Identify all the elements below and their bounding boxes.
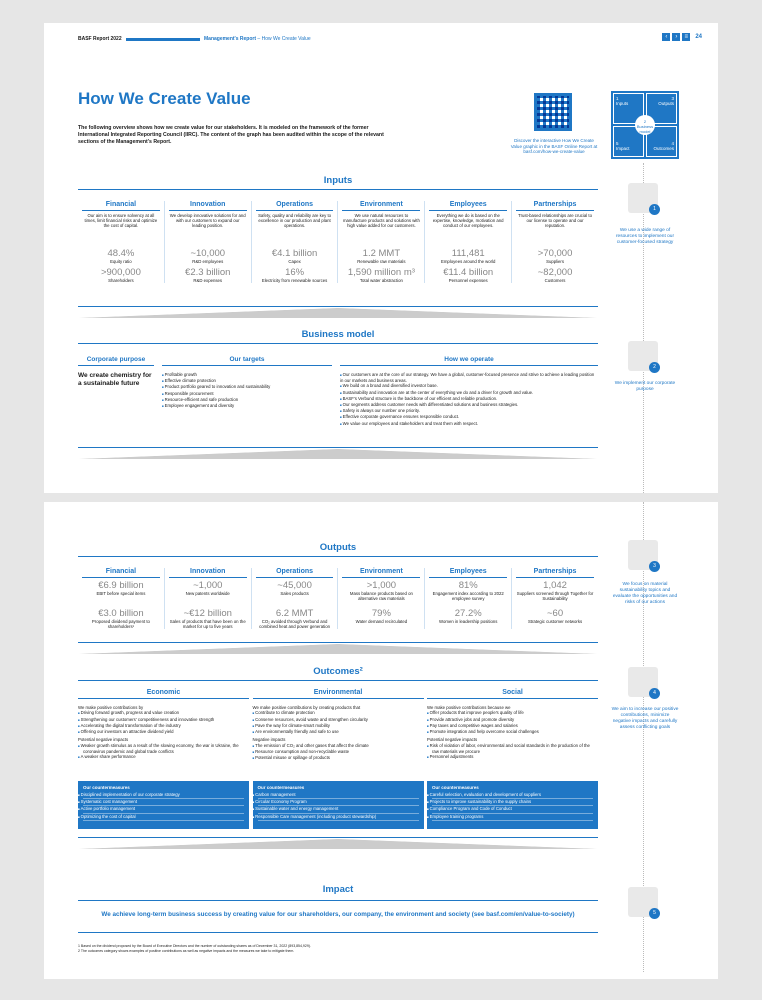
- kpi-value: ~82,000: [537, 267, 573, 278]
- column-heading: Operations: [256, 568, 334, 578]
- countermeasures-box: [427, 781, 598, 829]
- impact-title: Impact: [322, 884, 354, 895]
- list-item: ■ Sustainable water and energy management: [258, 806, 419, 813]
- list-item: ■ Offering our investors an attractive dividend yield: [83, 729, 249, 735]
- kpi-value: 111,481: [451, 248, 485, 259]
- list-item: ■ We value our employees and stakeholders and treat them with respect.: [340, 421, 598, 427]
- kpi-value: €4.1 billion: [271, 248, 318, 259]
- column-heading: Environment: [342, 568, 420, 578]
- kpi-label: Shareholders: [108, 278, 134, 283]
- operate-list: [340, 372, 598, 427]
- kpi-value: >1,000: [366, 580, 397, 591]
- kpi-label: Capex: [288, 259, 301, 264]
- targets-list: [162, 372, 332, 409]
- kpi-label: Personnel expenses: [448, 278, 488, 283]
- list-item: ■ Contribute to climate protection: [258, 710, 424, 716]
- kpi-label: Customers: [544, 278, 566, 283]
- column-description: Our aim is to ensure solvency at all times, limit financial risks and optimize the cost of capital.: [84, 213, 158, 228]
- negative-intro: Negative impacts: [252, 737, 286, 743]
- outputs-columns: [78, 568, 598, 629]
- list-item: ■ Employee engagement and diversity: [162, 403, 332, 409]
- divider: [78, 447, 598, 448]
- positive-list: [427, 710, 598, 735]
- list-item: ■ Resource-efficient and safe production: [162, 397, 332, 403]
- flow-arrow: [78, 644, 598, 654]
- how-we-operate-heading: How we operate: [340, 356, 598, 366]
- countermeasures-box: [253, 781, 424, 829]
- flow-arrow: [78, 449, 598, 459]
- negative-list: [427, 743, 598, 761]
- list-item: ■ A weaker share performance: [83, 754, 249, 760]
- page-header: [78, 33, 718, 47]
- list-item: ■ Resource consumption and non-recyclable waste: [258, 749, 424, 755]
- column-heading: Financial: [82, 568, 160, 578]
- step-2-icon[interactable]: 2: [628, 341, 658, 371]
- column-description: Safety, quality and reliability are key to excellence in our production and plant operations.: [258, 213, 332, 228]
- list-item: ■ Employee training programs: [432, 814, 593, 821]
- list-item: ■ Responsible Care management (including product stewardship): [258, 814, 419, 821]
- breadcrumb[interactable]: Management's Report – How We Create Value: [204, 36, 311, 42]
- kpi-value: ~10,000: [190, 248, 226, 259]
- input-column: [165, 201, 252, 283]
- column-description: We develop innovative solutions for and with our customers to expand our leading position.: [169, 213, 246, 228]
- list-item: ■ We build on a broad and diversified investor base.: [340, 383, 598, 389]
- kpi-label: R&D employees: [192, 259, 224, 264]
- list-item: ■ Weaker growth stimulus as a result of the slowing economy, the war in Ukraine, the coronavirus pandemic and global trade conflicts: [83, 743, 249, 755]
- kpi-value: €6.9 billion: [98, 580, 144, 591]
- kpi-value: ~60: [546, 608, 564, 619]
- divider: [78, 306, 598, 307]
- flow-arrow: [78, 839, 598, 849]
- outcome-environmental: [253, 689, 424, 829]
- input-column: [338, 201, 425, 283]
- output-column: [425, 568, 512, 629]
- kpi-label: New patents worldwide: [185, 591, 230, 596]
- corporate-purpose-text: We create chemistry for a sustainable future: [78, 372, 152, 387]
- countermeasures-title: Our countermeasures: [83, 785, 130, 790]
- kpi-label: Water demand recirculated: [355, 619, 408, 624]
- kpi-value: 1,590 million m³: [347, 267, 415, 278]
- positive-list: [78, 710, 249, 735]
- countermeasures-title: Our countermeasures: [257, 785, 305, 790]
- kpi-label: Equity ratio: [110, 259, 132, 264]
- output-column: [252, 568, 339, 629]
- list-item: ■ Personnel adjustments: [432, 754, 598, 760]
- kpi-value: ~1,000: [193, 580, 223, 591]
- value-model-graphic: [611, 91, 679, 159]
- kpi-label: EBIT before special items: [96, 591, 146, 596]
- kpi-value: 48.4%: [107, 248, 135, 259]
- input-column: [425, 201, 512, 283]
- footnotes: [78, 944, 598, 953]
- column-description: Everything we do is based on the expertise, knowledge, motivation and conduct of our employees.: [432, 213, 504, 228]
- kpi-value: €3.0 billion: [98, 608, 144, 619]
- kpi-label: Proposed dividend payment to shareholders¹: [91, 619, 150, 629]
- input-column: [252, 201, 339, 283]
- list-item: ■ Potential misuse or spillage of products: [258, 755, 424, 761]
- list-item: ■ Circular Economy Program: [258, 799, 419, 806]
- kpi-label: Suppliers: [546, 259, 565, 264]
- list-item: ■ Our customers are at the core of our strategy. We have a global, customer-focused presence and strive to achieve a leading position in our markets and business areas.: [340, 372, 598, 383]
- list-item: ■ Projects to improve sustainability in the supply chains: [432, 799, 593, 806]
- quadrant-impact: 5 Impact: [613, 126, 644, 157]
- column-description: Trust-based relationships are crucial to our license to operate and our reputation.: [518, 213, 592, 228]
- kpi-value: ~45,000: [277, 580, 312, 591]
- countermeasures-list: [429, 792, 593, 821]
- list-item: ■ Carbon management: [258, 792, 419, 799]
- header-bar: [126, 38, 200, 41]
- intro-text: The following overview shows how we create value for our stakeholders. It is modeled on the framework of the former International Integrated Reporting Council (IIRC). The content of the graph has been audited within the scope of the relevant sections of the Management's Report.: [78, 125, 384, 145]
- list-item: ■ Strengthening our customers' competitiveness and innovative strength: [83, 717, 249, 723]
- report-page-lower: [44, 502, 718, 979]
- column-heading: Innovation: [169, 568, 247, 578]
- kpi-label: Renewable raw materials: [357, 259, 406, 264]
- outcome-economic: [78, 689, 249, 829]
- footnote-1: 1 Based on the dividend proposed by the Board of Executive Directors and the number of outstanding shares as of December 31, 2022 (893,854,929).: [78, 944, 311, 948]
- kpi-value: >70,000: [537, 248, 573, 259]
- menu-icon[interactable]: ≡: [682, 33, 690, 41]
- list-item: ■ Conserve resources, avoid waste and strengthen circularity: [258, 717, 424, 723]
- output-column: [165, 568, 252, 629]
- divider: [78, 680, 598, 681]
- kpi-label: Women in leadership positions: [439, 619, 498, 624]
- list-item: ■ Are environmentally friendly and safe to use: [258, 729, 424, 735]
- divider: [78, 932, 598, 933]
- kpi-label: Strategic customer networks: [527, 619, 583, 624]
- business-model-title: Business model: [301, 329, 375, 340]
- negative-list: [253, 743, 424, 762]
- list-item: ■ Responsible procurement: [162, 391, 332, 397]
- outcome-heading: Environmental: [253, 689, 424, 699]
- page-number: 24: [695, 34, 702, 40]
- countermeasures-list: [255, 792, 419, 821]
- list-item: ■ Careful selection, evaluation and development of suppliers: [432, 792, 593, 799]
- footnote-2: 2 The outcomes category shows examples of positive contributions as well as negative impacts and the measures we take to mitigate them.: [78, 948, 295, 953]
- kpi-value: ~€12 billion: [183, 608, 232, 619]
- countermeasures-list: [80, 792, 244, 821]
- list-item: ■ Sustainability and innovation are at the center of everything we do and a driver for growth and value.: [340, 390, 598, 396]
- list-item: ■ Offer products that improve people's quality of life: [432, 710, 598, 716]
- business-model-section: [78, 356, 598, 446]
- step-3-text: We focus on material sustainability topics and evaluate the opportunities and risks of our actions: [612, 582, 678, 605]
- kpi-value: 6.2 MMT: [275, 608, 314, 619]
- inputs-title: Inputs: [323, 175, 353, 186]
- our-targets-heading: Our targets: [162, 356, 332, 366]
- qr-link-text[interactable]: Discover the interactive How We Create Value graphic in the BASF Online Report at basf.com/how-we-create-value: [510, 138, 598, 154]
- kpi-label: Employees around the world: [440, 259, 496, 264]
- kpi-label: Total water abstraction: [359, 278, 403, 283]
- page-title: How We Create Value: [78, 89, 251, 108]
- qr-code-icon[interactable]: [534, 93, 572, 131]
- quadrant-inputs: 1 Inputs: [613, 93, 644, 124]
- kpi-value: €2.3 billion: [185, 267, 231, 278]
- kpi-label: CO₂ avoided through Verbund and combined heat and power generation: [259, 619, 331, 629]
- kpi-label: Sales of products that have been on the market for up to five years: [169, 619, 246, 629]
- list-item: ■ Optimizing the cost of capital: [83, 814, 244, 821]
- divider: [78, 900, 598, 901]
- list-item: ■ Driving forward growth, progress and value creation: [83, 710, 249, 716]
- kpi-value: €11.4 billion: [443, 267, 494, 278]
- quadrant-outcomes: 4 Outcomes: [646, 126, 677, 157]
- list-item: ■ Systematic cost management: [83, 799, 244, 806]
- list-item: ■ Product portfolio geared to innovation and sustainability: [162, 384, 332, 390]
- report-page-upper: [44, 23, 718, 493]
- column-heading: Financial: [82, 201, 160, 211]
- next-page-icon[interactable]: ›: [672, 33, 680, 41]
- positive-intro: We make positive contributions because we: [427, 705, 511, 710]
- positive-intro: We make positive contributions by: [78, 705, 144, 710]
- input-column: [78, 201, 165, 283]
- center-business-model: 2 Business model: [635, 115, 655, 135]
- kpi-label: Mass balance products based on alternative raw materials: [349, 591, 413, 601]
- kpi-label: Electricity from renewable sources: [261, 278, 328, 283]
- outcome-heading: Social: [427, 689, 598, 699]
- kpi-value: >900,000: [100, 267, 141, 278]
- list-item: ■ Accelerating the digital transformation of the industry: [83, 723, 249, 729]
- list-item: ■ Our segments address customer needs with differentiated solutions and business strategies.: [340, 402, 598, 408]
- output-column: [338, 568, 425, 629]
- list-item: ■ Risk of violation of labor, environmental and social standards in the production of the raw materials we procure: [432, 743, 598, 755]
- list-item: ■ Profitable growth: [162, 372, 332, 378]
- step-4-text: We aim to increase our positive contributions, minimize negative impacts and carefully assess conflicting goals: [611, 707, 679, 730]
- outcome-social: [427, 689, 598, 829]
- kpi-label: Sales products: [280, 591, 309, 596]
- column-description: We use natural resources to manufacture products and solutions with high value added for our customers.: [342, 213, 420, 228]
- list-item: ■ Effective corporate governance ensures responsible conduct.: [340, 414, 598, 420]
- divider: [78, 837, 598, 838]
- list-item: ■ Disciplined implementation of our corporate strategy: [83, 792, 244, 799]
- outcomes-title: Outcomes²: [313, 666, 363, 677]
- page-nav: [662, 33, 702, 41]
- impact-text: We achieve long-term business success by creating value for our shareholders, our company, the environment and society (see basf.com/en/value-to-society): [101, 911, 575, 918]
- countermeasures-title: Our countermeasures: [432, 785, 479, 790]
- list-item: ■ Provide attractive jobs and promote diversity: [432, 717, 598, 723]
- list-item: ■ Pave the way for climate-smart mobility: [258, 723, 424, 729]
- step-4-icon[interactable]: 4: [628, 667, 658, 697]
- column-heading: Employees: [429, 201, 507, 211]
- divider: [78, 343, 598, 344]
- column-heading: Environment: [342, 201, 420, 211]
- flow-arrow: [78, 308, 598, 318]
- list-item: ■ Compliance Program and Code of Conduct: [432, 806, 593, 813]
- negative-intro: Potential negative impacts: [427, 737, 478, 743]
- positive-list: [253, 710, 424, 735]
- negative-intro: Potential negative impacts: [78, 737, 129, 743]
- list-item: ■ The emission of CO₂ and other gases that affect the climate: [258, 743, 424, 749]
- kpi-value: 1.2 MMT: [362, 248, 401, 259]
- input-column: [512, 201, 598, 283]
- list-item: ■ BASF's Verbund structure is the backbone of our efficient and reliable production.: [340, 396, 598, 402]
- step-2-text: We implement our corporate purpose: [614, 381, 676, 392]
- kpi-value: 81%: [458, 580, 478, 591]
- brand-label: BASF Report 2022: [78, 36, 122, 42]
- kpi-label: Engagement index according to 2022 employee survey: [432, 591, 504, 601]
- kpi-label: R&D expenses: [193, 278, 223, 283]
- column-heading: Partnerships: [516, 568, 594, 578]
- step-5-icon[interactable]: 5: [628, 887, 658, 917]
- quadrant-outputs: 3 Outputs: [646, 93, 677, 124]
- list-item: ■ Promote integration and help overcome social challenges: [432, 729, 598, 735]
- step-1-icon[interactable]: 1: [628, 183, 658, 213]
- divider: [78, 642, 598, 643]
- positive-intro: We make positive contributions by creating products that: [252, 705, 361, 710]
- kpi-label: Suppliers screened through Together for Sustainability: [516, 591, 594, 601]
- column-heading: Partnerships: [516, 201, 594, 211]
- inputs-columns: [78, 201, 598, 283]
- corporate-purpose-heading: Corporate purpose: [78, 356, 154, 366]
- step-1-text: We use a wide range of resources to implement our customer-focused strategy: [615, 228, 675, 245]
- countermeasures-box: [78, 781, 249, 829]
- column-heading: Employees: [429, 568, 507, 578]
- kpi-value: 79%: [371, 608, 391, 619]
- negative-list: [78, 743, 249, 761]
- outputs-title: Outputs: [319, 542, 357, 553]
- output-column: [78, 568, 165, 629]
- kpi-value: 27.2%: [454, 608, 482, 619]
- list-item: ■ Active portfolio management: [83, 806, 244, 813]
- list-item: ■ Safety is always our number one priority.: [340, 408, 598, 414]
- column-heading: Innovation: [169, 201, 247, 211]
- list-item: ■ Pay taxes and competitive wages and salaries: [432, 723, 598, 729]
- divider: [78, 556, 598, 557]
- step-3-icon[interactable]: 3: [628, 540, 658, 570]
- prev-page-icon[interactable]: ‹: [662, 33, 670, 41]
- kpi-value: 1,042: [543, 580, 567, 591]
- outcome-heading: Economic: [78, 689, 249, 699]
- divider: [78, 189, 598, 190]
- column-heading: Operations: [256, 201, 334, 211]
- output-column: [512, 568, 598, 629]
- kpi-value: 16%: [285, 267, 305, 278]
- list-item: ■ Effective climate protection: [162, 378, 332, 384]
